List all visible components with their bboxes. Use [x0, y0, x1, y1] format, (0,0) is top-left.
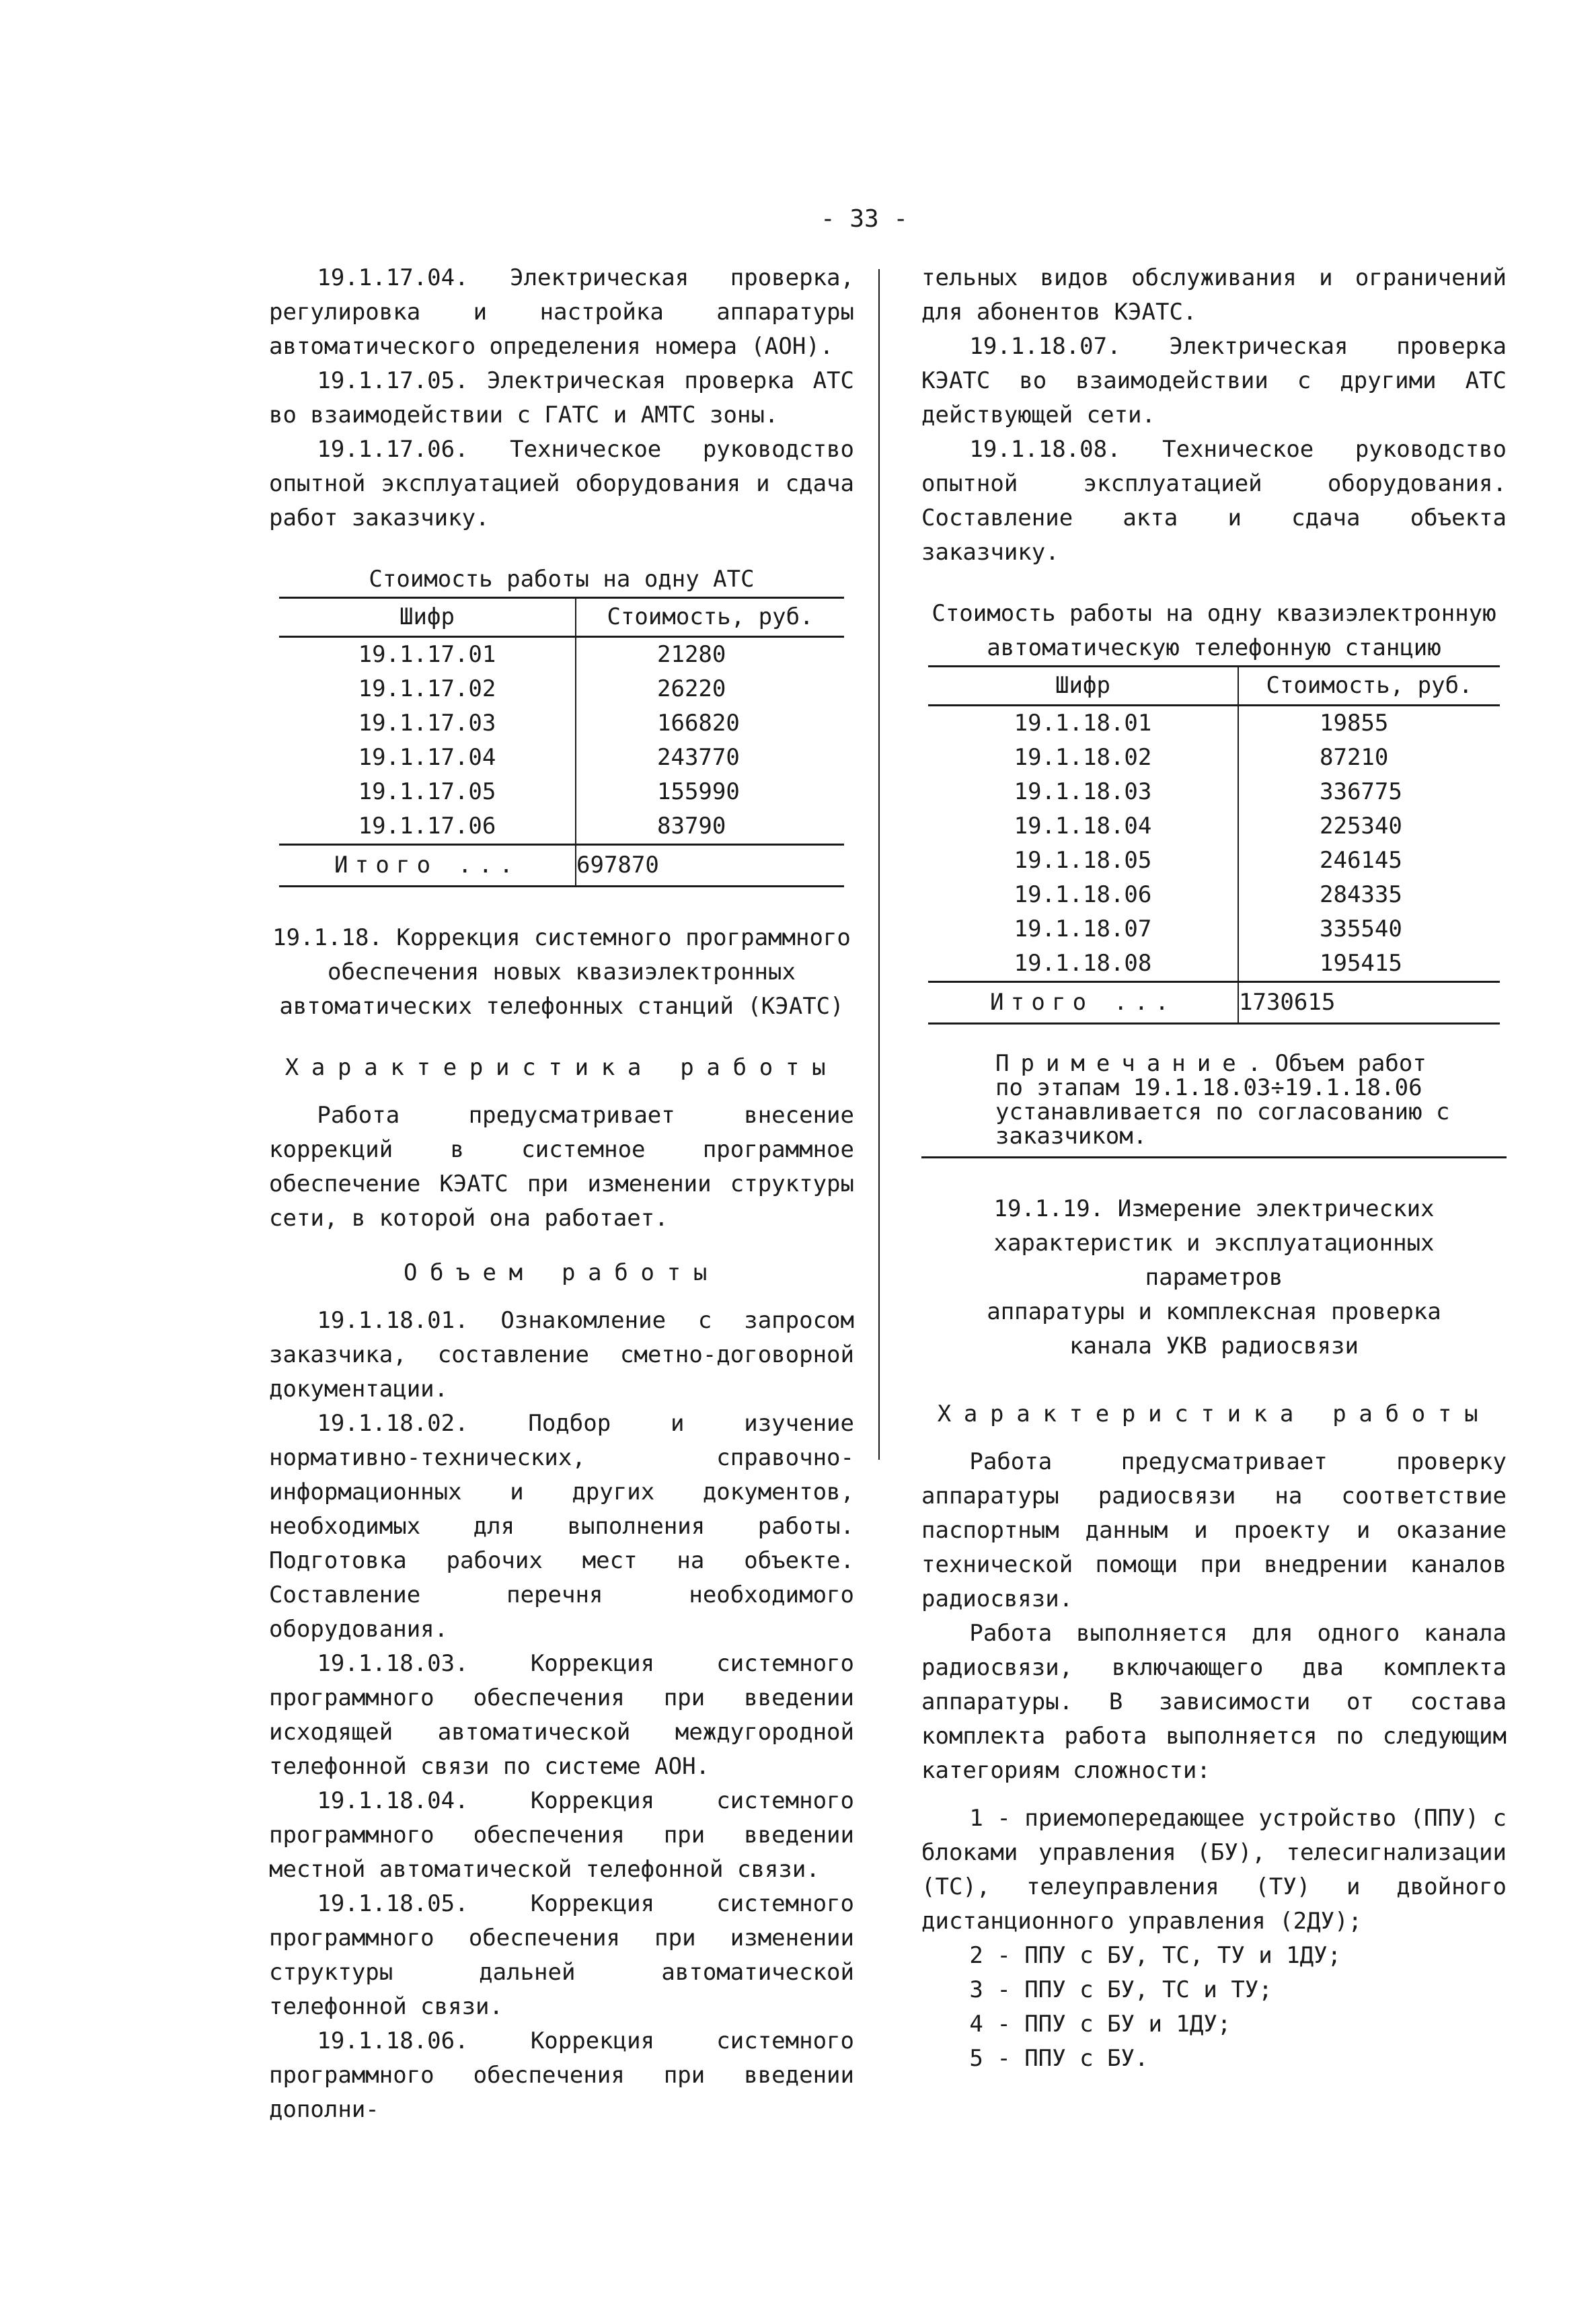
row-code: 19.1.18.07	[928, 912, 1238, 946]
cost-table-keats	[928, 665, 1500, 1025]
section-title-line: канала УКВ радиосвязи	[1069, 1333, 1359, 1360]
total-value: 697870	[576, 845, 844, 887]
table-caption-ats: Стоимость работы на одну АТС	[369, 566, 755, 593]
table-row	[279, 741, 844, 775]
complexity-category: 3 - ППУ с БУ, ТС и ТУ;	[969, 1976, 1272, 2003]
left-column	[269, 261, 854, 2127]
table-total-row	[279, 845, 844, 887]
paragraph-19-1-17-04: 19.1.17.04. Электрическая проверка, регулировка и настройка аппаратуры автоматического определения номера (АОН).	[269, 264, 854, 360]
row-code: 19.1.18.01	[928, 706, 1238, 741]
section-title-line: 19.1.18. Коррекция системного программного	[272, 924, 851, 951]
table-total-row	[928, 982, 1500, 1024]
table-row	[928, 809, 1500, 844]
table-row	[279, 672, 844, 706]
paragraph-19-1-18-07: 19.1.18.07. Электрическая проверка КЭАТС во взаимодействии с другими АТС действующей сети.	[921, 333, 1507, 429]
table-row	[928, 775, 1500, 809]
complexity-category: 1 - приемопередающее устройство (ППУ) с блоками управления (БУ), телесигнализации (ТС), телеуправления (ТУ) и двойного дистанционного управления (2ДУ);	[921, 1805, 1507, 1935]
row-cost: 21280	[657, 641, 726, 668]
characteristic-text: Работа предусматривает проверку аппаратуры радиосвязи на соответствие паспортным данным и проекту и оказание технической помощи при внедрении каналов радиосвязи.	[921, 1448, 1507, 1612]
section-title-19-1-19	[921, 1192, 1507, 1364]
row-code: 19.1.17.01	[279, 637, 576, 673]
row-code: 19.1.18.02	[928, 741, 1238, 775]
row-code: 19.1.17.03	[279, 706, 576, 741]
characteristic-text: Работа предусматривает внесение коррекций в системное программное обеспечение КЭАТС при изменении структуры сети, в которой она работает.	[269, 1102, 854, 1232]
cost-table-ats	[279, 597, 844, 887]
paragraph-19-1-17-05: 19.1.17.05. Электрическая проверка АТС во взаимодействии с ГАТС и АМТС зоны.	[269, 367, 854, 429]
section-title-line: автоматических телефонных станций (КЭАТС)	[279, 993, 844, 1020]
column-header-code: Шифр	[928, 667, 1238, 706]
row-code: 19.1.17.05	[279, 775, 576, 809]
row-cost: 335540	[1320, 916, 1402, 942]
table-caption-keats	[921, 597, 1507, 665]
paragraph-19-1-18-08: 19.1.18.08. Техническое руководство опытной эксплуатацией оборудования. Составление акта и сдача объекта заказчику.	[921, 436, 1507, 566]
paragraph-19-1-17-06: 19.1.17.06. Техническое руководство опытной эксплуатацией оборудования и сдача работ заказчику.	[269, 436, 854, 531]
complexity-category: 4 - ППУ с БУ и 1ДУ;	[969, 2011, 1231, 2038]
table-header-row	[279, 598, 844, 637]
work-item: 19.1.18.02. Подбор и изучение нормативно-технических, справочно-информационных и других документов, необходимых для выполнения работы. Подготовка рабочих мест на объекте. Составление перечня необходимого оборудования.	[269, 1410, 854, 1643]
right-column	[921, 261, 1507, 2076]
characteristic-text: Работа выполняется для одного канала радиосвязи, включающего два комплекта аппаратуры. В зависимости от состава комплекта работа выполняется по следующим категориям сложности:	[921, 1620, 1507, 1784]
row-cost: 83790	[657, 813, 726, 840]
table-caption-line: Стоимость работы на одну квазиэлектронную	[932, 600, 1496, 627]
row-cost: 19855	[1320, 710, 1389, 737]
table-row	[928, 912, 1500, 946]
row-cost: 87210	[1320, 744, 1389, 771]
complexity-category: 2 - ППУ с БУ, ТС, ТУ и 1ДУ;	[969, 1942, 1342, 1969]
table-row	[928, 878, 1500, 912]
characteristic-heading: Характеристика работы	[937, 1401, 1491, 1427]
row-cost: 243770	[657, 744, 740, 771]
section-title-line: характеристик и эксплуатационных параметров	[993, 1230, 1435, 1291]
work-item: 19.1.18.01. Ознакомление с запросом заказчика, составление сметно-договорной документации.	[269, 1307, 854, 1403]
work-item: 19.1.18.05. Коррекция системного программного обеспечения при изменении структуры дальней автоматической телефонной связи.	[269, 1890, 854, 2020]
row-code: 19.1.17.04	[279, 741, 576, 775]
page-number: - 33 -	[820, 205, 909, 233]
table-row	[928, 741, 1500, 775]
section-title-line: обеспечения новых квазиэлектронных	[328, 959, 796, 985]
table-row	[279, 637, 844, 673]
section-title-19-1-18	[269, 921, 854, 1024]
paragraph-continuation: тельных видов обслуживания и ограничений для абонентов КЭАТС.	[921, 264, 1507, 326]
row-cost: 195415	[1320, 950, 1402, 977]
table-note	[921, 1051, 1507, 1158]
row-cost: 225340	[1320, 813, 1402, 840]
row-code: 19.1.17.02	[279, 672, 576, 706]
row-code: 19.1.17.06	[279, 809, 576, 845]
total-label: Итого ...	[279, 845, 576, 887]
note-text: . Объем работ по этапам 19.1.18.03÷19.1.18.06 устанавливается по согласованию с заказчиком.	[995, 1050, 1450, 1150]
complexity-category: 5 - ППУ с БУ.	[969, 2045, 1149, 2072]
table-caption-line: автоматическую телефонную станцию	[987, 634, 1441, 661]
table-row	[928, 706, 1500, 741]
table-row	[279, 809, 844, 845]
characteristic-heading: Характеристика работы	[284, 1054, 839, 1081]
work-item: 19.1.18.04. Коррекция системного программного обеспечения при введении местной автоматической телефонной связи.	[269, 1787, 854, 1883]
row-cost: 166820	[657, 710, 740, 737]
table-header-row	[928, 667, 1500, 706]
column-header-cost: Стоимость, руб.	[576, 598, 844, 637]
total-value: 1730615	[1238, 982, 1500, 1024]
column-header-cost: Стоимость, руб.	[1238, 667, 1500, 706]
row-cost: 246145	[1320, 847, 1402, 874]
volume-heading: Объем работы	[403, 1259, 720, 1286]
table-row	[279, 775, 844, 809]
work-item: 19.1.18.03. Коррекция системного программного обеспечения при введении исходящей автоматической междугородной телефонной связи по системе АОН.	[269, 1650, 854, 1780]
table-row	[279, 706, 844, 741]
column-divider	[878, 269, 880, 1460]
section-title-line: 19.1.19. Измерение электрических	[993, 1195, 1435, 1222]
column-header-code: Шифр	[279, 598, 576, 637]
work-item: 19.1.18.06. Коррекция системного программного обеспечения при введении дополни-	[269, 2027, 854, 2123]
note-heading: Примечание	[995, 1050, 1248, 1077]
row-code: 19.1.18.05	[928, 844, 1238, 878]
row-code: 19.1.18.03	[928, 775, 1238, 809]
row-code: 19.1.18.06	[928, 878, 1238, 912]
row-cost: 284335	[1320, 881, 1402, 908]
section-title-line: аппаратуры и комплексная проверка	[987, 1298, 1441, 1325]
table-row	[928, 946, 1500, 982]
row-cost: 26220	[657, 675, 726, 702]
row-code: 19.1.18.08	[928, 946, 1238, 982]
row-cost: 336775	[1320, 778, 1402, 805]
total-label: Итого ...	[928, 982, 1238, 1024]
row-cost: 155990	[657, 778, 740, 805]
row-code: 19.1.18.04	[928, 809, 1238, 844]
table-row	[928, 844, 1500, 878]
